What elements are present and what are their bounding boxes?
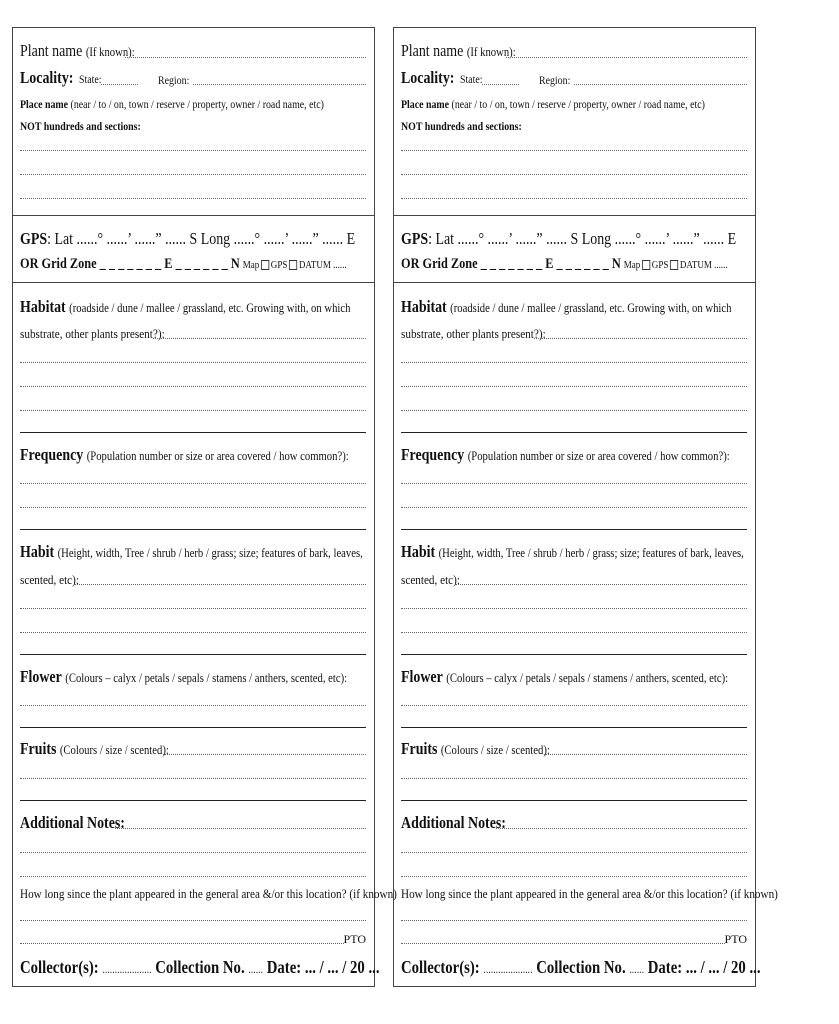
- notes-row: [401, 814, 747, 832]
- frequency-hint: (Population number or size or area covered / how common?):: [467, 448, 730, 463]
- habit-line-1[interactable]: [20, 608, 366, 609]
- collectors-label: Collector(s):: [401, 957, 480, 977]
- grid-zone-label: OR Grid Zone: [401, 256, 478, 272]
- habitat-hint-2: substrate, other plants present?):: [20, 326, 165, 341]
- region-label: Region:: [158, 75, 190, 87]
- frequency-line-1[interactable]: [20, 483, 366, 484]
- habitat-hint: (roadside / dune / mallee / grassland, etc. Growing with, on which: [450, 300, 732, 315]
- gps-checkbox[interactable]: [670, 260, 678, 270]
- collection-no-label: Collection No.: [536, 957, 626, 977]
- place-name-hint: (near / to / on, town / reserve / property, owner / road name, etc): [70, 99, 324, 111]
- habitat-line-3[interactable]: [20, 410, 366, 411]
- habitat-row-2: [20, 326, 366, 342]
- gps-coordinates: : Lat ......° ......’ ......” ...... S Long ......° ......’ ......” ...... E: [47, 229, 356, 248]
- state-line[interactable]: [101, 84, 138, 85]
- habit-hint-2: scented, etc):: [20, 572, 79, 587]
- notes-label: Additional Notes:: [401, 813, 506, 832]
- date-field[interactable]: ... / ... / 20 ...: [304, 957, 380, 977]
- gps-label: GPS: [401, 229, 429, 248]
- not-hundreds-row: [20, 118, 366, 134]
- flower-hint: (Colours – calyx / petals / sepals / stamens / anthers, scented, etc):: [446, 670, 729, 685]
- habitat-row: [401, 298, 747, 316]
- fruits-hint: (Colours / size / scented):: [440, 742, 550, 757]
- collectors-field[interactable]: ....................: [483, 962, 533, 976]
- place-name-label: Place name: [20, 99, 69, 111]
- map-label: Map: [623, 259, 641, 271]
- state-label: State:: [79, 74, 102, 86]
- plant-name-label: Plant name (If known):: [20, 41, 135, 60]
- region-line[interactable]: [574, 84, 747, 85]
- notes-label: Additional Notes:: [20, 813, 125, 832]
- flower-row: [401, 668, 747, 686]
- notes-line-1[interactable]: [20, 852, 366, 853]
- habit-line-1[interactable]: [401, 608, 747, 609]
- locality-label: Locality:: [401, 68, 455, 87]
- habit-hint: (Height, width, Tree / shrub / herb / grass; size; features of bark, leaves,: [57, 545, 363, 560]
- pto-label: PTO: [724, 932, 747, 946]
- frequency-line-2[interactable]: [20, 507, 366, 508]
- notes-row: [20, 814, 366, 832]
- section-rule: [401, 432, 747, 433]
- habitat-label: Habitat: [401, 297, 447, 316]
- section-rule: [401, 800, 747, 801]
- place-name-row: [401, 96, 747, 112]
- fruits-line-0[interactable]: [163, 754, 366, 755]
- section-rule: [20, 800, 366, 801]
- frequency-label: Frequency: [401, 445, 465, 464]
- flower-label: Flower: [401, 667, 443, 686]
- divider: [394, 282, 755, 283]
- fruits-label: Fruits: [20, 739, 57, 758]
- place-name-row: [20, 96, 366, 112]
- not-hundreds-label: NOT hundreds and sections:: [20, 121, 141, 133]
- divider: [13, 282, 374, 283]
- section-rule: [401, 529, 747, 530]
- collection-no-field[interactable]: ......: [629, 962, 645, 976]
- notes-line-2[interactable]: [401, 876, 747, 877]
- fruits-row: [20, 740, 366, 758]
- how-long-line-1[interactable]: [20, 920, 366, 921]
- habit-row: [20, 543, 366, 561]
- fruits-line-1[interactable]: [20, 778, 366, 779]
- plant-name-line[interactable]: [125, 57, 366, 58]
- gps-checkbox[interactable]: [289, 260, 297, 270]
- habitat-row: [20, 298, 366, 316]
- fruits-line-0[interactable]: [544, 754, 747, 755]
- habit-hint-2: scented, etc):: [401, 572, 460, 587]
- collectors-field[interactable]: ....................: [102, 962, 152, 976]
- region-line[interactable]: [193, 84, 366, 85]
- section-rule: [20, 727, 366, 728]
- habitat-hint-2: substrate, other plants present?):: [401, 326, 546, 341]
- region-label-wrap: [158, 72, 366, 88]
- frequency-line-2[interactable]: [401, 507, 747, 508]
- habitat-line-0[interactable]: [153, 338, 366, 339]
- collectors-label: Collector(s):: [20, 957, 99, 977]
- date-field[interactable]: ... / ... / 20 ...: [685, 957, 761, 977]
- grid-row[interactable]: [401, 256, 747, 272]
- plant-name-label: Plant name (If known):: [401, 41, 516, 60]
- collector-row[interactable]: [20, 957, 380, 977]
- map-checkbox[interactable]: [642, 260, 650, 270]
- divider: [13, 215, 374, 216]
- habitat-line-1[interactable]: [401, 362, 747, 363]
- how-long-row: [401, 886, 778, 902]
- how-long-line-2[interactable]: [401, 943, 725, 944]
- how-long-line-1[interactable]: [401, 920, 747, 921]
- fruits-hint: (Colours / size / scented):: [59, 742, 169, 757]
- habit-line-2[interactable]: [401, 632, 747, 633]
- habitat-line-2[interactable]: [401, 386, 747, 387]
- gps-small-label: GPS: [270, 259, 288, 271]
- place-line-2[interactable]: [401, 174, 747, 175]
- notes-line-2[interactable]: [20, 876, 366, 877]
- notes-line-1[interactable]: [401, 852, 747, 853]
- datum-label: DATUM ......: [679, 259, 728, 271]
- gps-row[interactable]: [401, 230, 747, 248]
- habit-label: Habit: [20, 542, 55, 561]
- fruits-line-1[interactable]: [401, 778, 747, 779]
- habitat-row-2: [401, 326, 747, 342]
- notes-line-0[interactable]: [496, 828, 747, 829]
- place-name-hint: (near / to / on, town / reserve / property, owner / road name, etc): [451, 99, 705, 111]
- section-rule: [20, 432, 366, 433]
- frequency-line-1[interactable]: [401, 483, 747, 484]
- specimen-card-left: [12, 27, 397, 987]
- collection-no-label: Collection No.: [155, 957, 245, 977]
- state-label: State:: [460, 74, 483, 86]
- collector-row[interactable]: [401, 957, 761, 977]
- date-label: Date:: [266, 957, 302, 977]
- not-hundreds-label: NOT hundreds and sections:: [401, 121, 522, 133]
- flower-row: [20, 668, 366, 686]
- collection-no-field[interactable]: ......: [248, 962, 264, 976]
- section-rule: [20, 529, 366, 530]
- frequency-row: [401, 446, 747, 464]
- gps-small-label: GPS: [651, 259, 669, 271]
- frequency-hint: (Population number or size or area covered / how common?):: [86, 448, 349, 463]
- datum-label: DATUM ......: [298, 259, 347, 271]
- grid-fields: _ _ _ _ _ _ _ E _ _ _ _ _ _ N: [99, 256, 240, 272]
- how-long-question: How long since the plant appeared in the general area &/or this location? (if known): [20, 886, 397, 901]
- region-label-wrap: [539, 72, 747, 88]
- section-rule: [20, 654, 366, 655]
- gps-row[interactable]: [20, 230, 366, 248]
- map-label: Map: [242, 259, 260, 271]
- frequency-label: Frequency: [20, 445, 84, 464]
- map-checkbox[interactable]: [261, 260, 269, 270]
- state-line[interactable]: [482, 84, 519, 85]
- flower-label: Flower: [20, 667, 62, 686]
- habit-row: [401, 543, 747, 561]
- flower-hint: (Colours – calyx / petals / sepals / stamens / anthers, scented, etc):: [65, 670, 348, 685]
- habitat-line-3[interactable]: [401, 410, 747, 411]
- how-long-question: How long since the plant appeared in the general area &/or this location? (if known): [401, 886, 778, 901]
- place-line-3[interactable]: [20, 198, 366, 199]
- how-long-row: [20, 886, 397, 902]
- habit-row-2: [20, 572, 366, 588]
- how-long-line-2[interactable]: [20, 943, 344, 944]
- habitat-line-1[interactable]: [20, 362, 366, 363]
- pto-label: PTO: [343, 932, 366, 946]
- habitat-line-0[interactable]: [534, 338, 747, 339]
- place-line-3[interactable]: [401, 198, 747, 199]
- place-line-2[interactable]: [20, 174, 366, 175]
- grid-fields: _ _ _ _ _ _ _ E _ _ _ _ _ _ N: [480, 256, 621, 272]
- section-rule: [401, 727, 747, 728]
- section-rule: [401, 654, 747, 655]
- date-label: Date:: [647, 957, 683, 977]
- frequency-row: [20, 446, 366, 464]
- habitat-hint: (roadside / dune / mallee / grassland, etc. Growing with, on which: [69, 300, 351, 315]
- flower-line-1[interactable]: [401, 705, 747, 706]
- habit-line-0[interactable]: [75, 584, 366, 585]
- grid-zone-label: OR Grid Zone: [20, 256, 97, 272]
- habit-label: Habit: [401, 542, 436, 561]
- habitat-line-2[interactable]: [20, 386, 366, 387]
- flower-line-1[interactable]: [20, 705, 366, 706]
- habit-row-2: [401, 572, 747, 588]
- habitat-label: Habitat: [20, 297, 66, 316]
- place-line-1[interactable]: [401, 150, 747, 151]
- specimen-card-right: [393, 27, 778, 987]
- not-hundreds-row: [401, 118, 747, 134]
- locality-label: Locality:: [20, 68, 74, 87]
- notes-line-0[interactable]: [115, 828, 366, 829]
- gps-coordinates: : Lat ......° ......’ ......” ...... S Long ......° ......’ ......” ...... E: [428, 229, 737, 248]
- place-name-label: Place name: [401, 99, 450, 111]
- habit-line-0[interactable]: [456, 584, 747, 585]
- fruits-label: Fruits: [401, 739, 438, 758]
- grid-row[interactable]: [20, 256, 366, 272]
- fruits-row: [401, 740, 747, 758]
- habit-line-2[interactable]: [20, 632, 366, 633]
- region-label: Region:: [539, 75, 571, 87]
- place-line-1[interactable]: [20, 150, 366, 151]
- plant-name-line[interactable]: [506, 57, 747, 58]
- divider: [394, 215, 755, 216]
- gps-label: GPS: [20, 229, 48, 248]
- habit-hint: (Height, width, Tree / shrub / herb / grass; size; features of bark, leaves,: [438, 545, 744, 560]
